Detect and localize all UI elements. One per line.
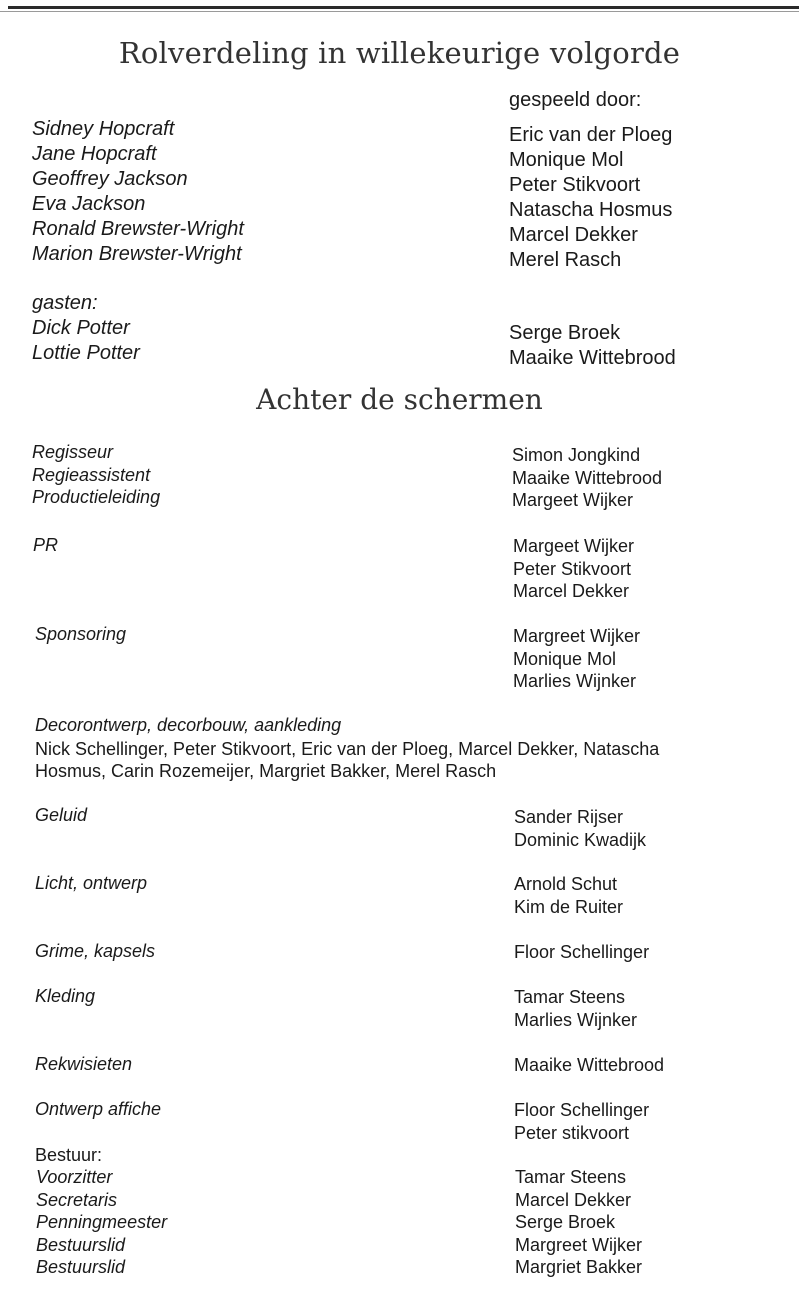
crew-block1-roles [32, 441, 160, 509]
crew-kleding-names [514, 986, 637, 1031]
crew-name: Floor Schellinger [514, 942, 650, 962]
crew-role-grime: Grime, kapsels [35, 941, 156, 961]
board-role: Penningmeester [36, 1212, 168, 1233]
board-name: Margreet Wijker [515, 1234, 643, 1255]
crew-name: Marcel Dekker [513, 581, 630, 602]
guests-label: gasten: [32, 292, 98, 314]
board-name: Marcel Dekker [515, 1189, 632, 1210]
cast-role: Ronald Brewster-Wright [32, 218, 244, 240]
guest-role: Lottie Potter [32, 342, 140, 364]
crew-role-geluid: Geluid [35, 805, 88, 825]
crew-pr-names [513, 535, 634, 603]
crew-name: Maaike Wittebrood [512, 467, 663, 488]
crew-name: Dominic Kwadijk [514, 829, 647, 850]
cast-actor: Merel Rasch [509, 249, 622, 271]
crew-name: Peter Stikvoort [513, 558, 632, 579]
crew-role-pr: PR [33, 535, 59, 555]
guest-roles-list [32, 291, 140, 366]
crew-role-licht: Licht, ontwerp [35, 873, 148, 893]
crew-role: Productieleiding [32, 487, 161, 508]
cast-actor: Natascha Hosmus [509, 199, 673, 221]
guest-actor: Maaike Wittebrood [509, 347, 676, 369]
board-names-list [515, 1166, 642, 1279]
crew-role-kleding: Kleding [35, 986, 96, 1006]
page-title: Rolverdeling in willekeurige volgorde [118, 36, 681, 70]
cast-actor: Monique Mol [509, 149, 624, 171]
guest-actors-list [509, 321, 676, 371]
crew-rekwisieten-names [514, 1054, 664, 1077]
crew-name: Kim de Ruiter [514, 896, 624, 917]
board-role: Bestuurslid [36, 1257, 126, 1278]
crew-name: Floor Schellinger [514, 1100, 650, 1120]
board-role: Bestuurslid [36, 1234, 126, 1255]
crew-role: Regisseur [32, 442, 114, 462]
crew-block1-names [512, 444, 662, 512]
crew-role-sponsoring: Sponsoring [35, 624, 127, 644]
crew-role-affiche: Ontwerp affiche [35, 1099, 162, 1119]
crew-sponsoring-names [513, 625, 640, 693]
crew-name: Maaike Wittebrood [514, 1055, 665, 1075]
crew-licht-names [514, 873, 623, 918]
crew-geluid-names [514, 806, 646, 851]
cast-actor: Peter Stikvoort [509, 174, 641, 196]
cast-actor: Eric van der Ploeg [509, 124, 673, 146]
cast-role: Eva Jackson [32, 193, 146, 215]
crew-decor-names-line1: Nick Schellinger, Peter Stikvoort, Eric van der Ploeg, Marcel Dekker, Natascha [35, 739, 660, 759]
cast-actor: Marcel Dekker [509, 224, 638, 246]
crew-name: Monique Mol [513, 648, 617, 669]
cast-role: Geoffrey Jackson [32, 168, 188, 190]
crew-role-rekwisieten: Rekwisieten [35, 1054, 133, 1074]
crew-name: Simon Jongkind [512, 445, 641, 465]
board-role: Voorzitter [36, 1167, 113, 1187]
crew-name: Tamar Steens [514, 987, 626, 1007]
board-label: Bestuur: [35, 1145, 103, 1165]
cast-role: Jane Hopcraft [32, 143, 157, 165]
cast-roles-list [32, 117, 244, 267]
crew-name: Arnold Schut [514, 874, 618, 894]
crew-name: Margeet Wijker [513, 536, 635, 556]
board-name: Margriet Bakker [515, 1257, 643, 1278]
crew-name: Marlies Wijnker [513, 671, 637, 692]
board-name: Tamar Steens [515, 1167, 627, 1187]
crew-role: Regieassistent [32, 464, 151, 485]
crew-grime-names [514, 941, 649, 964]
cast-role: Sidney Hopcraft [32, 118, 175, 140]
cast-actors-list [509, 123, 672, 273]
crew-section-title: Achter de schermen [256, 383, 543, 416]
board-roles-list [36, 1166, 167, 1279]
crew-name: Peter stikvoort [514, 1122, 630, 1143]
crew-name: Marlies Wijnker [514, 1009, 638, 1030]
guest-actor: Serge Broek [509, 322, 621, 344]
crew-name: Sander Rijser [514, 807, 624, 827]
board-role: Secretaris [36, 1189, 118, 1210]
top-rule [8, 6, 799, 9]
crew-decor-names-line2: Hosmus, Carin Rozemeijer, Margriet Bakker, Merel Rasch [35, 761, 497, 781]
crew-affiche-names [514, 1099, 649, 1144]
board-name: Serge Broek [515, 1212, 616, 1233]
crew-name: Margeet Wijker [512, 490, 634, 511]
crew-role-decor: Decorontwerp, decorbouw, aankleding [35, 715, 342, 735]
cast-role: Marion Brewster-Wright [32, 243, 242, 265]
guest-role: Dick Potter [32, 317, 130, 339]
crew-name: Margreet Wijker [513, 626, 641, 646]
top-rule-thin [0, 11, 799, 12]
cast-header: gespeeld door: [509, 89, 642, 111]
